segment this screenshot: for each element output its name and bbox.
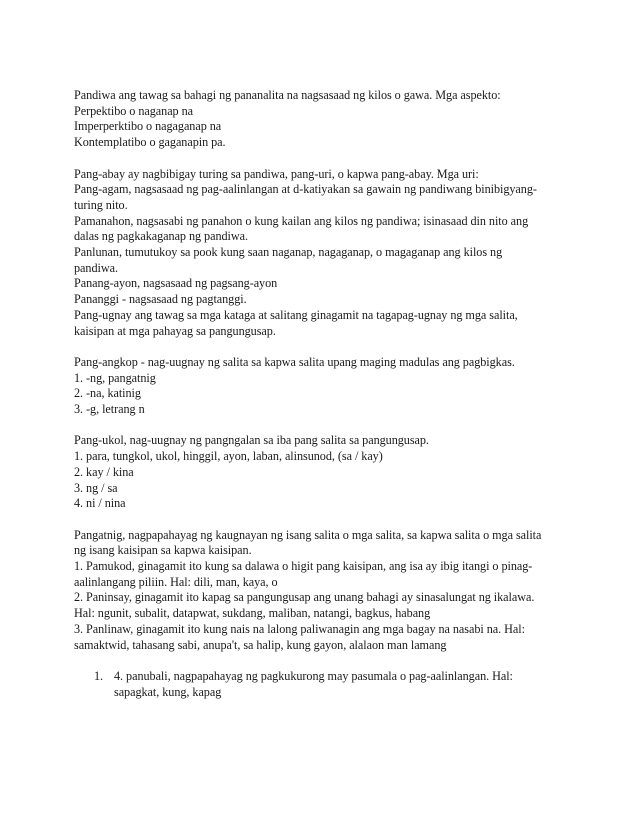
text-line: Pandiwa ang tawag sa bahagi ng pananalita na nagsasaad ng kilos o gawa. Mga aspekto:	[74, 88, 501, 102]
text-line: 3. Panlinaw, ginagamit ito kung nais na lalong paliwanagin ang mga bagay na nasabi na. Hal:	[74, 621, 525, 636]
paragraph-pangatnig	[74, 528, 574, 654]
text-line: samaktwid, tahasang sabi, anupa't, sa halip, kung gayon, alalaon man lamang	[74, 637, 447, 652]
text-line: sapagkat, kung, kapag	[114, 684, 222, 699]
document-page	[74, 88, 574, 700]
ordered-list-item	[74, 669, 574, 700]
text-line: Panang-ayon, nagsasaad ng pagsang-ayon	[74, 276, 278, 291]
text-line: kaisipan at mga pahayag sa pangungusap.	[74, 323, 276, 338]
text-line: Kontemplatibo o gaganapin pa.	[74, 135, 226, 150]
text-line: Perpektibo o naganap na	[74, 103, 193, 118]
text-line: Hal: ngunit, subalit, datapwat, sukdang, maliban, natangi, bagkus, habang	[74, 606, 431, 621]
paragraph-pang-abay	[74, 167, 574, 340]
text-line: 2. -na, katinig	[74, 386, 141, 401]
text-line: Pananggi - nagsasaad ng pagtanggi.	[74, 292, 247, 307]
text-line: Pang-angkop - nag-uugnay ng salita sa kapwa salita upang maging madulas ang pagbigkas.	[74, 354, 515, 369]
text-line: 2. kay / kina	[74, 464, 134, 479]
text-line: turing nito.	[74, 197, 128, 212]
text-line: Pang-ukol, nag-uugnay ng pangngalan sa iba pang salita sa pangungusap.	[74, 433, 429, 448]
paragraph-pandiwa	[74, 88, 574, 151]
list-marker: 1.	[94, 668, 104, 683]
paragraph-pang-ukol	[74, 433, 574, 512]
text-line: aalinlangang piliin. Hal: dili, man, kaya, o	[74, 574, 278, 589]
text-line: 4. panubali, nagpapahayag ng pagkukurong may pasumala o pag-aalinlangan. Hal:	[114, 668, 513, 683]
text-line: Pang-agam, nagsasaad ng pag-aalinlangan at d-katiyakan sa gawain ng pandiwang binibigyang-	[74, 182, 537, 197]
text-line: 1. -ng, pangatnig	[74, 370, 156, 385]
text-line: 3. -g, letrang n	[74, 402, 145, 417]
list-item-body	[114, 669, 574, 700]
text-line: Pang-ugnay ang tawag sa mga kataga at salitang ginagamit na tagapag-ugnay ng mga salita,	[74, 307, 518, 322]
text-line: ng isang kaisipan sa kapwa kaisipan.	[74, 543, 252, 558]
text-line: Pang-abay ay nagbibigay turing sa pandiwa, pang-uri, o kapwa pang-abay. Mga uri:	[74, 166, 479, 181]
text-line: Imperperktibo o nagaganap na	[74, 119, 222, 134]
text-line: 4. ni / nina	[74, 496, 126, 511]
text-line: Pamanahon, nagsasabi ng panahon o kung kailan ang kilos ng pandiwa; isinasaad din nito ang	[74, 213, 529, 228]
text-line: Pangatnig, nagpapahayag ng kaugnayan ng isang salita o mga salita, sa kapwa salita o mga salita	[74, 527, 542, 542]
text-line: 2. Paninsay, ginagamit ito kapag sa pangungusap ang unang bahagi ay sinasalungat ng ikalawa.	[74, 590, 535, 605]
text-line: 1. Pamukod, ginagamit ito kung sa dalawa o higit pang kaisipan, ang isa ay ibig itangi o pinag-	[74, 559, 533, 574]
text-line: pandiwa.	[74, 260, 118, 275]
text-line: 1. para, tungkol, ukol, hinggil, ayon, laban, alinsunod, (sa / kay)	[74, 449, 383, 464]
paragraph-pang-angkop	[74, 355, 574, 418]
text-line: dalas ng pagkakaganap ng pandiwa.	[74, 229, 248, 244]
text-line: 3. ng / sa	[74, 480, 118, 495]
text-line: Panlunan, tumutukoy sa pook kung saan naganap, nagaganap, o magaganap ang kilos ng	[74, 245, 503, 260]
